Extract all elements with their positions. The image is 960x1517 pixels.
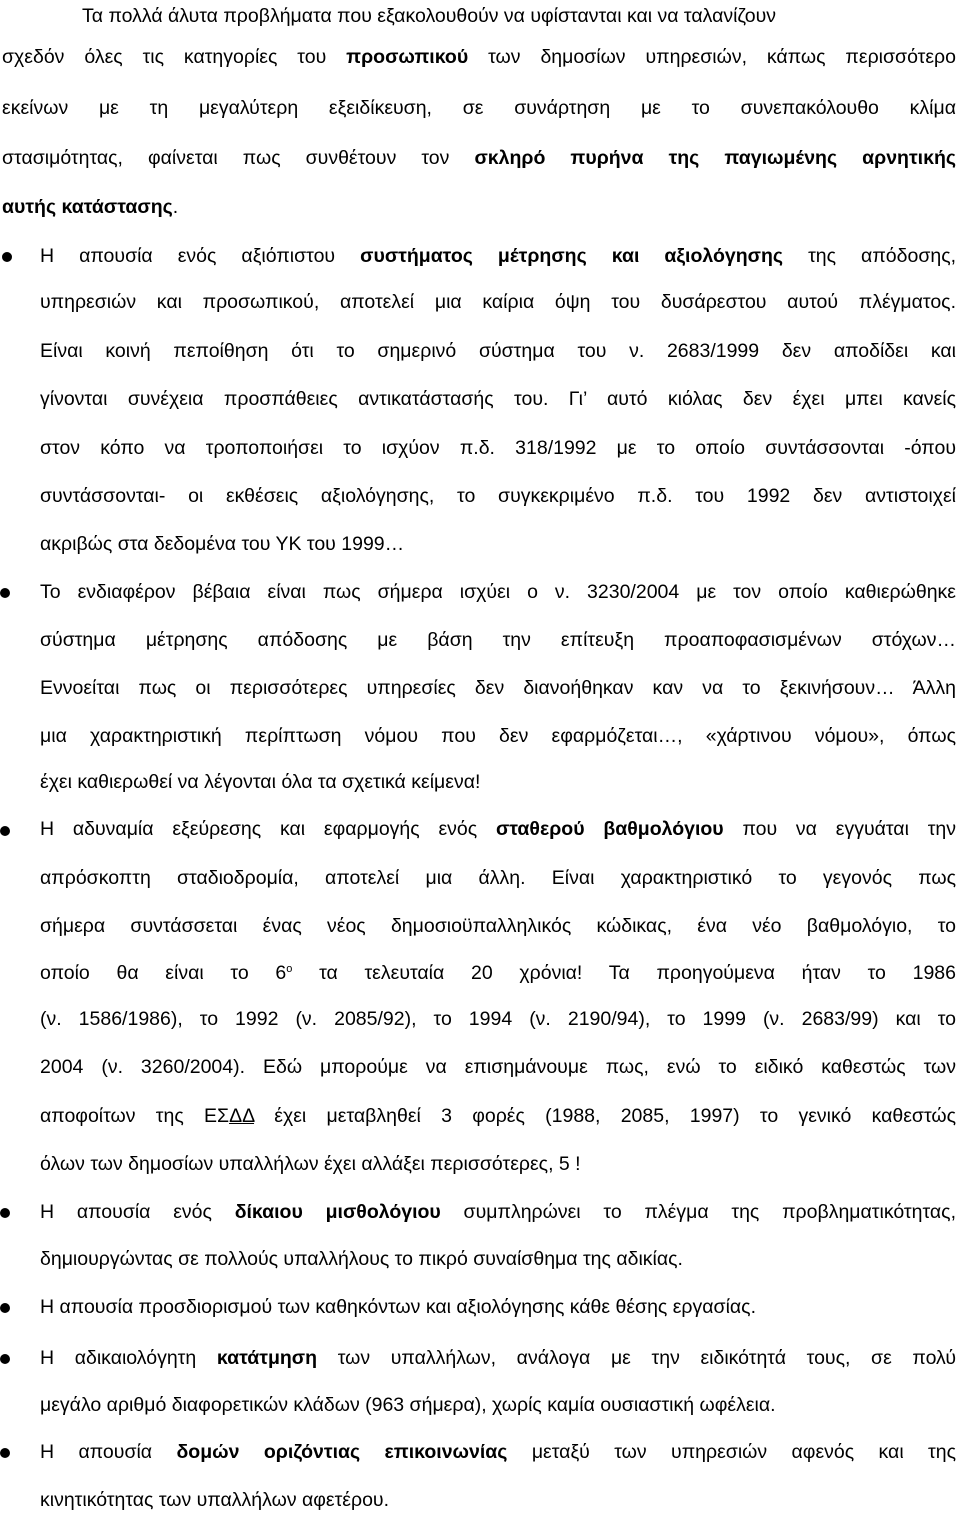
text-line: σύστημα μέτρησης απόδοσης με βάση την επίτευξη προαποφασισμένων στόχων… — [40, 629, 956, 651]
bullet-icon — [0, 588, 10, 598]
text-line: Η αδικαιολόγητη κατάτμηση των υπαλλήλων, ανάλογα με την ειδικότητά τους, σε πολύ — [40, 1347, 957, 1369]
text-line: κινητικότητας των υπαλλήλων αφετέρου. — [40, 1489, 390, 1511]
bold-term: προσωπικού — [346, 46, 469, 68]
text-line: στον κόπο να τροποποιήσει το ισχύον π.δ. 318/1992 με το οποίο συντάσσονται -όπου — [40, 437, 956, 459]
bold-term: δομών οριζόντιας επικοινωνίας — [176, 1441, 508, 1463]
text-line: Η απουσία ενός αξιόπιστου συστήματος μέτρησης και αξιολόγησης της απόδοσης, — [40, 245, 957, 267]
text-line: στασιμότητας, φαίνεται πως συνθέτουν τον σκληρό πυρήνα της παγιωμένης αρνητικής — [2, 147, 957, 169]
text-line: (ν. 1586/1986), το 1992 (ν. 2085/92), το 1994 (ν. 2190/94), το 1999 (ν. 2683/99) και το — [40, 1008, 956, 1030]
text-line: αποφοίτων της ΕΣΔΔ έχει μεταβληθεί 3 φορές (1988, 2085, 1997) το γενικό καθεστώς — [40, 1105, 956, 1127]
text-line: ακριβώς στα δεδομένα του ΥΚ του 1999… — [40, 533, 405, 555]
text-line: γίνονται συνέχεια προσπάθειες αντικατάστασής του. Γι’ αυτό κιόλας δεν έχει μπει κανείς — [40, 388, 956, 410]
superscript: ο — [286, 963, 293, 975]
text-line: απρόσκοπτη σταδιοδρομία, αποτελεί μια άλλη. Είναι χαρακτηριστικό το γεγονός πως — [40, 867, 956, 889]
text-line: υπηρεσιών και προσωπικού, αποτελεί μια καίρια όψη του δυσάρεστου αυτού πλέγματος. — [40, 291, 956, 313]
text-line: μια χαρακτηριστική περίπτωση νόμου που δεν εφαρμόζεται…, «χάρτινου νόμου», όπως — [40, 725, 956, 747]
text-line: οποίο θα είναι το $6^o$ τα τελευταία 20 χρόνια! Τα προηγούμενα ήταν το 1986 — [40, 962, 956, 984]
text-line: μεγάλο αριθμό διαφορετικών κλάδων (963 σήμερα), χωρίς καμία ουσιαστική ωφέλεια. — [40, 1394, 776, 1416]
text-line: εκείνων με τη μεγαλύτερη εξειδίκευση, σε συνάρτηση με το συνεπακόλουθο κλίμα — [2, 97, 956, 119]
text-line: σήμερα συντάσσεται ένας νέος δημοσιοϋπαλληλικός κώδικας, ένα νέο βαθμολόγιο, το — [40, 915, 956, 937]
bold-term: σκληρό πυρήνα της παγιωμένης αρνητικής — [474, 147, 957, 169]
text-line: Η απουσία προσδιορισμού των καθηκόντων και αξιολόγησης κάθε θέσης εργασίας. — [40, 1296, 756, 1318]
text-line: Η απουσία δομών οριζόντιας επικοινωνίας μεταξύ των υπηρεσιών αφενός και της — [40, 1441, 956, 1463]
text-line: Εννοείται πως οι περισσότερες υπηρεσίες δεν διανοήθηκαν καν να το ξεκινήσουν… Άλλη — [40, 677, 956, 699]
text-line: Είναι κοινή πεποίθηση ότι το σημερινό σύστημα του ν. 2683/1999 δεν αποδίδει και — [40, 340, 956, 362]
bullet-icon — [0, 1354, 10, 1364]
bullet-icon — [0, 1303, 10, 1313]
text-line: 2004 (ν. 3260/2004). Εδώ μπορούμε να επισημάνουμε πως, ενώ το ειδικό καθεστώς των — [40, 1056, 956, 1078]
bullet-icon — [2, 252, 12, 262]
bold-term: δίκαιου μισθολόγιου — [234, 1201, 441, 1223]
text-line: δημιουργώντας σε πολλούς υπαλλήλους το πικρό συναίσθημα της αδικίας. — [40, 1248, 683, 1270]
bullet-icon — [0, 826, 10, 836]
text-line: όλων των δημοσίων υπαλλήλων έχει αλλάξει περισσότερες, 5 ! — [40, 1153, 581, 1175]
text-line: Το ενδιαφέρον βέβαια είναι πως σήμερα ισχύει ο ν. 3230/2004 με τον οποίο καθιερώθηκε — [40, 581, 956, 603]
bold-term: σταθερού βαθμολόγιου — [495, 818, 724, 840]
bold-term: αυτής κατάστασης — [2, 196, 173, 218]
text-line: Τα πολλά άλυτα προβλήματα που εξακολουθούν να υφίστανται και να ταλανίζουν — [82, 5, 776, 27]
text-line: Η αδυναμία εξεύρεσης και εφαρμογής ενός σταθερού βαθμολόγιου που να εγγυάται την — [40, 818, 957, 840]
text-line: αυτής κατάστασης. — [2, 196, 179, 218]
bullet-icon — [0, 1208, 10, 1218]
text-line: σχεδόν όλες τις κατηγορίες του προσωπικού των δημοσίων υπηρεσιών, κάπως περισσότερο — [2, 46, 956, 68]
text-line: έχει καθιερωθεί να λέγονται όλα τα σχετικά κείμενα! — [40, 771, 481, 793]
bold-term: συστήματος μέτρησης και αξιολόγησης — [360, 245, 784, 267]
bold-term: κατάτμηση — [216, 1347, 318, 1369]
underlined-term: ΔΔ — [229, 1105, 255, 1127]
text-line: Η απουσία ενός δίκαιου μισθολόγιου συμπληρώνει το πλέγμα της προβληματικότητας, — [40, 1201, 956, 1223]
bullet-icon — [0, 1448, 10, 1458]
text-line: συντάσσονται- οι εκθέσεις αξιολόγησης, το συγκεκριμένο π.δ. του 1992 δεν αντιστοιχεί — [40, 485, 956, 507]
